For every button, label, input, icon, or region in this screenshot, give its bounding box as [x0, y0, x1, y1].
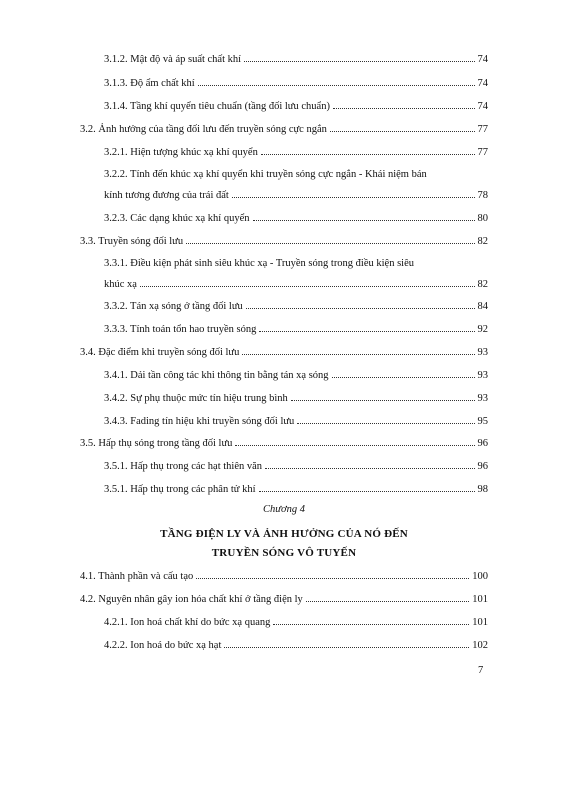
toc-entry — [80, 437, 488, 451]
dot-leader — [261, 154, 475, 155]
toc-entry — [104, 278, 488, 292]
dot-leader — [232, 197, 475, 198]
toc-entry — [104, 392, 488, 406]
toc-entry-label-cont: kính tương đương của trái đất — [104, 190, 229, 201]
toc-entry-page: 98 — [477, 484, 488, 495]
toc-entry-page: 78 — [477, 190, 488, 201]
toc-entry — [104, 189, 488, 203]
toc-entry — [104, 53, 488, 67]
toc-entry-page: 80 — [477, 213, 488, 224]
toc-entry — [104, 323, 488, 337]
toc-entry-page: 93 — [477, 370, 488, 381]
toc-entry-page: 93 — [477, 347, 488, 358]
dot-leader — [297, 423, 474, 424]
toc-entry-label-cont: khúc xạ — [104, 279, 137, 290]
toc-entry-label: 3.3.2. Tán xạ sóng ở tầng đối lưu — [104, 301, 243, 312]
toc-entry-label: 3.2. Ảnh hưởng của tầng đối lưu đến truyền sóng cực ngắn — [80, 124, 327, 135]
toc-entry-label: 3.2.1. Hiện tượng khúc xạ khí quyển — [104, 147, 258, 158]
toc-entry — [104, 100, 488, 114]
chapter-label: Chương 4 — [263, 504, 305, 515]
dot-leader — [246, 308, 475, 309]
toc-entry-label: 3.1.3. Độ ẩm chất khí — [104, 78, 195, 89]
toc-entry-page: 84 — [477, 301, 488, 312]
toc-entry-page: 95 — [477, 416, 488, 427]
toc-entry-page: 96 — [477, 438, 488, 449]
toc-entry-page: 93 — [477, 393, 488, 404]
toc-entry-label: 4.2. Nguyên nhân gây ion hóa chất khí ở tầng điện ly — [80, 594, 303, 605]
toc-entry — [80, 123, 488, 137]
dot-leader — [291, 400, 475, 401]
toc-entry-page: 82 — [477, 279, 488, 290]
toc-entry — [104, 146, 488, 160]
dot-leader — [333, 108, 475, 109]
dot-leader — [332, 377, 475, 378]
toc-entry-label: 3.3.1. Điều kiện phát sinh siêu khúc xạ - Truyền sóng trong điều kiện siêu — [104, 258, 415, 269]
toc-entry — [104, 460, 488, 474]
toc-entry-label: 3.4. Đặc điểm khi truyền sóng đối lưu — [80, 347, 240, 358]
toc-entry-label: 4.2.1. Ion hoá chất khí do bức xạ quang — [104, 617, 271, 628]
toc-entry-label: 4.1. Thành phần và cấu tạo — [80, 571, 194, 582]
toc-entry-label: 3.2.3. Các dạng khúc xạ khí quyển — [104, 213, 250, 224]
dot-leader — [330, 131, 475, 132]
toc-entry-label: 3.1.2. Mật độ và áp suất chất khí — [104, 54, 242, 65]
toc-entry-label: 3.4.3. Fading tín hiệu khi truyền sóng đối lưu — [104, 416, 295, 427]
toc-entry-label: 4.2.2. Ion hoá do bức xạ hạt — [104, 640, 222, 651]
toc-entry-page: 77 — [477, 124, 488, 135]
dot-leader — [196, 578, 469, 579]
toc-entry-wrapped-line — [104, 257, 488, 271]
toc-entry — [104, 77, 488, 91]
toc-entry — [80, 346, 488, 360]
dot-leader — [265, 468, 474, 469]
toc-entry-page: 82 — [477, 236, 488, 247]
toc-entry-page: 101 — [472, 594, 488, 605]
toc-entry-label: 3.3. Truyền sóng đối lưu — [80, 236, 184, 247]
dot-leader — [242, 354, 474, 355]
chapter-title-line1: TẦNG ĐIỆN LY VÀ ẢNH HƯỞNG CỦA NÓ ĐẾN — [160, 528, 408, 540]
toc-entry-page: 74 — [477, 78, 488, 89]
chapter-title-line2: TRUYỀN SÓNG VÔ TUYẾN — [211, 547, 357, 559]
toc-entry — [80, 570, 488, 584]
toc-entry — [104, 300, 488, 314]
dot-leader — [186, 243, 474, 244]
toc-entry-page: 74 — [477, 54, 488, 65]
toc-entry-page: 100 — [472, 571, 488, 582]
toc-entry — [104, 212, 488, 226]
toc-entry-page: 101 — [472, 617, 488, 628]
toc-entry-label: 3.4.2. Sự phụ thuộc mức tín hiệu trung bình — [104, 393, 288, 404]
dot-leader — [140, 286, 475, 287]
dot-leader — [224, 647, 469, 648]
dot-leader — [259, 491, 475, 492]
toc-entry — [104, 616, 488, 630]
dot-leader — [273, 624, 469, 625]
dot-leader — [306, 601, 469, 602]
toc-entry-label: 3.1.4. Tầng khí quyển tiêu chuẩn (tầng đối lưu chuẩn) — [104, 101, 330, 112]
toc-entry-page: 96 — [477, 461, 488, 472]
toc-entry-page: 77 — [477, 147, 488, 158]
toc-entry-page: 102 — [472, 640, 488, 651]
toc-entry — [104, 415, 488, 429]
toc-entry-label: 3.2.2. Tính đến khúc xạ khí quyển khi truyền sóng cực ngắn - Khái niệm bán — [104, 169, 427, 180]
toc-entry — [104, 639, 488, 653]
toc-entry-page: 92 — [477, 324, 488, 335]
toc-entry-label: 3.4.1. Dải tần công tác khi thông tin bằng tán xạ sóng — [104, 370, 329, 381]
toc-entry — [80, 235, 488, 249]
dot-leader — [244, 61, 474, 62]
dot-leader — [259, 331, 474, 332]
toc-entry — [104, 483, 488, 497]
dot-leader — [198, 85, 475, 86]
dot-leader — [253, 220, 475, 221]
toc-entry-label: 3.5. Hấp thụ sóng trong tầng đối lưu — [80, 438, 233, 449]
toc-entry — [104, 369, 488, 383]
toc-entry-label: 3.3.3. Tính toán tổn hao truyền sóng — [104, 324, 257, 335]
toc-entry — [80, 593, 488, 607]
toc-entry-label: 3.5.1. Hấp thụ trong các phân tử khí — [104, 484, 256, 495]
page-number: 7 — [478, 665, 484, 676]
dot-leader — [235, 445, 474, 446]
toc-entry-wrapped-line — [104, 168, 488, 182]
toc-entry-page: 74 — [477, 101, 488, 112]
toc-entry-label: 3.5.1. Hấp thụ trong các hạt thiên văn — [104, 461, 263, 472]
